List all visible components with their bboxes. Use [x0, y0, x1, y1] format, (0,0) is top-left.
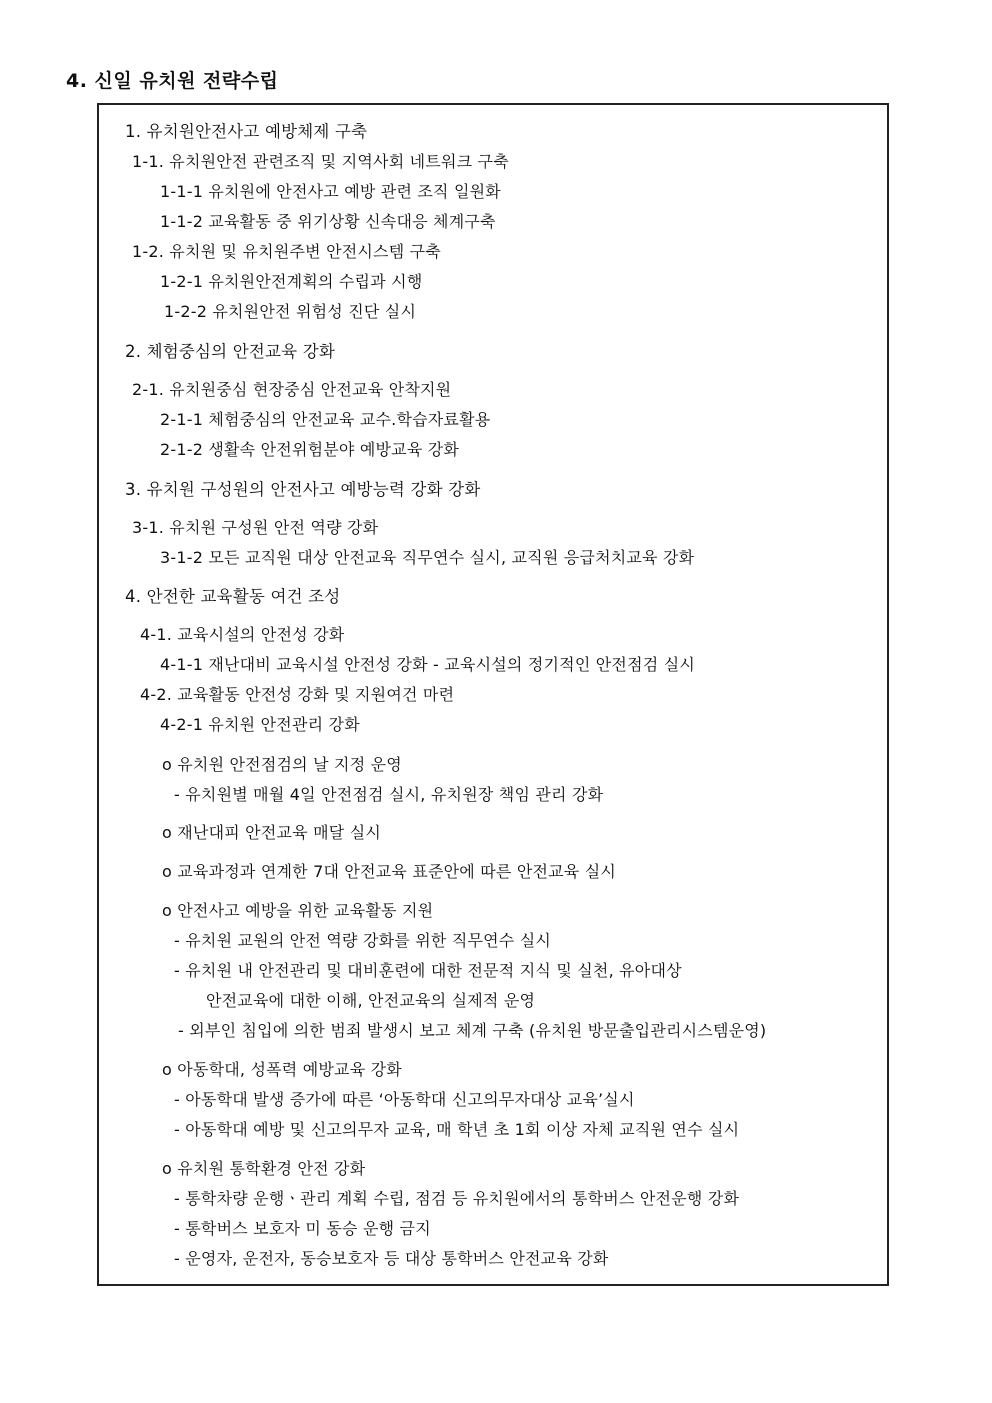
item-1-2-2: 1-2-2 유치원안전 위험성 진단 실시	[164, 302, 417, 321]
item-2-1-1: 2-1-1 체험중심의 안전교육 교수.학습자료활용	[160, 410, 491, 429]
section-2-heading: 2. 체험중심의 안전교육 강화	[125, 342, 336, 361]
bullet-disaster-drill: o 재난대피 안전교육 매달 실시	[162, 823, 382, 842]
item-4-1-1: 4-1-1 재난대비 교육시설 안전성 강화 - 교육시설의 정기적인 안전점검 실시	[160, 655, 696, 674]
dash-bus-operation: - 통학차량 운행ㆍ관리 계획 수립, 점검 등 유치원에서의 통학버스 안전운행 강화	[174, 1189, 740, 1208]
section-1-heading: 1. 유치원안전사고 예방체제 구축	[125, 122, 368, 141]
item-1-2-1: 1-2-1 유치원안전계획의 수립과 시행	[160, 272, 423, 291]
section-4-heading: 4. 안전한 교육활동 여건 조성	[125, 587, 341, 606]
page-title: 4. 신일 유치원 전략수립	[66, 70, 279, 92]
item-2-1-2: 2-1-2 생활속 안전위험분야 예방교육 강화	[160, 440, 460, 459]
dash-bus-safety-edu: - 운영자, 운전자, 동승보호자 등 대상 통학버스 안전교육 강화	[174, 1249, 609, 1268]
dash-guardian-ride: - 통학버스 보호자 미 동승 운행 금지	[174, 1219, 431, 1238]
section-3-heading: 3. 유치원 구성원의 안전사고 예방능력 강화 강화	[125, 480, 481, 499]
dash-safety-management: - 유치원 내 안전관리 및 대비훈련에 대한 전문적 지식 및 실천, 유아대상	[174, 961, 682, 980]
item-1-1-2: 1-1-2 교육활동 중 위기상황 신속대응 체계구축	[160, 212, 496, 231]
item-3-1-2: 3-1-2 모든 교직원 대상 안전교육 직무연수 실시, 교직원 응급처치교육 강화	[160, 548, 695, 567]
dash-abuse-prevention-edu: - 아동학대 예방 및 신고의무자 교육, 매 학년 초 1회 이상 자체 교직원 연수 실시	[174, 1120, 740, 1139]
dash-teacher-training: - 유치원 교원의 안전 역량 강화를 위한 직무연수 실시	[174, 931, 552, 950]
item-3-1: 3-1. 유치원 구성원 안전 역량 강화	[132, 518, 379, 537]
bullet-commute-safety: o 유치원 통학환경 안전 강화	[162, 1159, 366, 1178]
item-1-2: 1-2. 유치원 및 유치원주변 안전시스템 구축	[132, 242, 441, 261]
item-4-2: 4-2. 교육활동 안전성 강화 및 지원여건 마련	[140, 685, 455, 704]
dash-safety-management-cont: 안전교육에 대한 이해, 안전교육의 실제적 운영	[206, 991, 536, 1010]
item-1-1: 1-1. 유치원안전 관련조직 및 지역사회 네트워크 구축	[132, 152, 509, 171]
bullet-child-abuse: o 아동학대, 성폭력 예방교육 강화	[162, 1060, 402, 1079]
item-1-1-1: 1-1-1 유치원에 안전사고 예방 관련 조직 일원화	[160, 182, 501, 201]
dash-intruder-report: - 외부인 침입에 의한 범죄 발생시 보고 체계 구축 (유치원 방문출입관리시스템운영)	[178, 1021, 767, 1040]
bullet-safety-day: o 유치원 안전점검의 날 지정 운영	[162, 755, 402, 774]
dash-abuse-reporting-edu: - 아동학대 발생 증가에 따른 ‘아동학대 신고의무자대상 교육’실시	[174, 1090, 635, 1109]
item-4-1: 4-1. 교육시설의 안전성 강화	[140, 625, 345, 644]
dash-safety-day-detail: - 유치원별 매월 4일 안전점검 실시, 유치원장 책임 관리 강화	[174, 785, 604, 804]
bullet-curriculum-safety: o 교육과정과 연계한 7대 안전교육 표준안에 따른 안전교육 실시	[162, 862, 617, 881]
bullet-accident-prevention: o 안전사고 예방을 위한 교육활동 지원	[162, 901, 434, 920]
item-2-1: 2-1. 유치원중심 현장중심 안전교육 안착지원	[132, 380, 452, 399]
item-4-2-1: 4-2-1 유치원 안전관리 강화	[160, 715, 360, 734]
